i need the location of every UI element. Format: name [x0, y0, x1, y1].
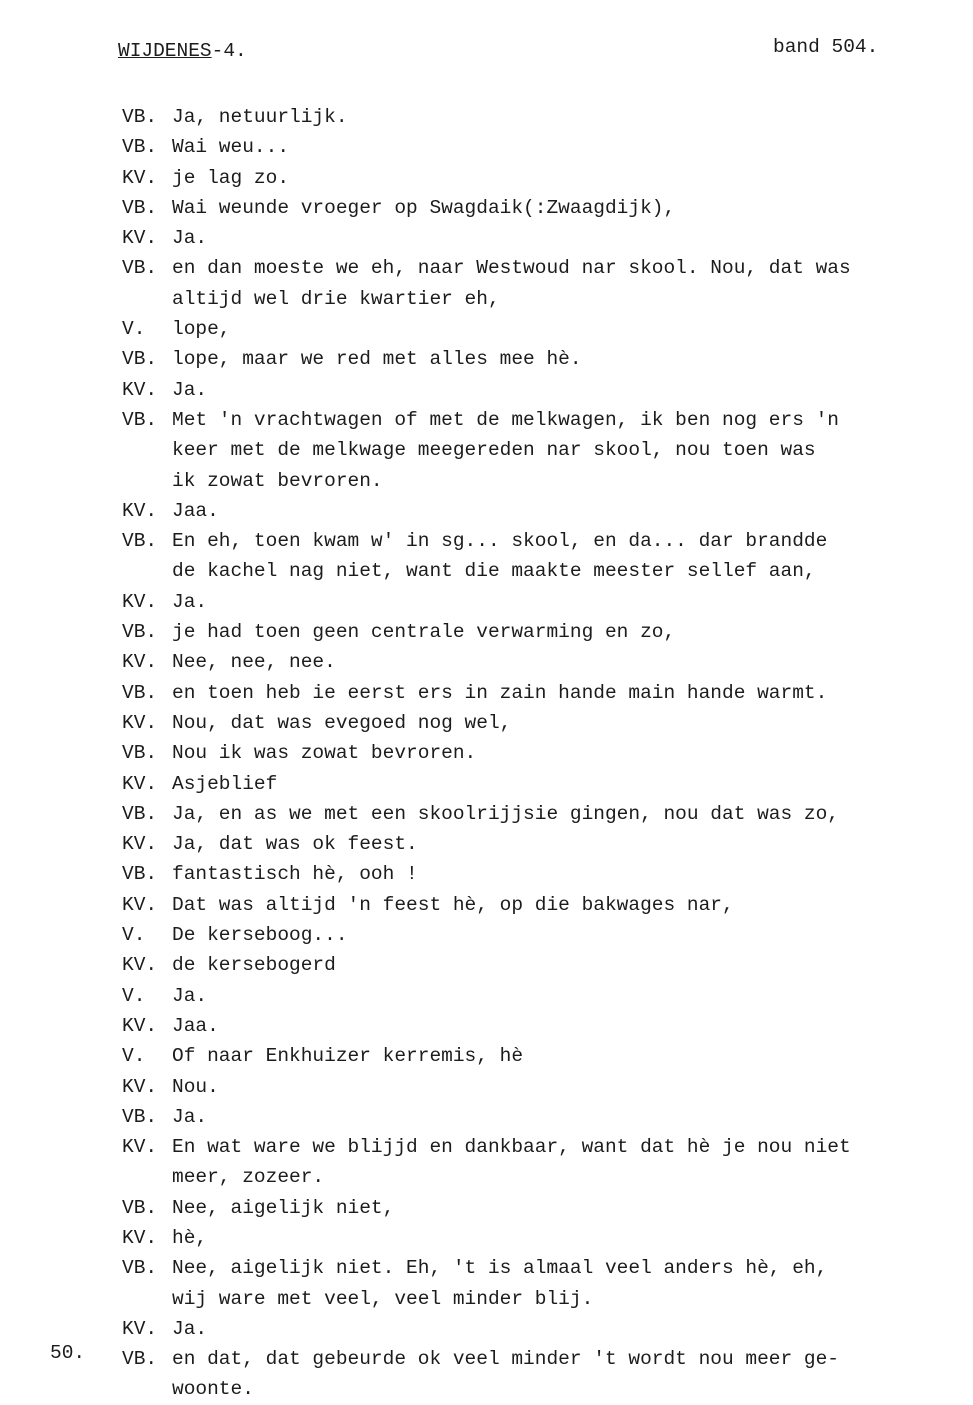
- utterance: [172, 405, 902, 496]
- transcript-turn: [122, 314, 902, 344]
- page-header-title: [118, 40, 247, 62]
- utterance: [172, 314, 902, 344]
- utterance-line: en toen heb ie eerst ers in zain hande main hande warmt.: [172, 681, 828, 704]
- utterance-line: je had toen geen centrale verwarming en zo,: [172, 621, 676, 644]
- transcript-turn: [122, 647, 902, 677]
- utterance-line: fantastisch hè, ooh !: [172, 863, 418, 886]
- utterance: [172, 375, 902, 405]
- utterance-line: en dat, dat gebeurde ok veel minder 't wordt nou meer ge-: [172, 1348, 840, 1371]
- utterance-line: En wat ware we blijjd en dankbaar, want dat hè je nou niet: [172, 1136, 851, 1159]
- utterance: [172, 102, 902, 132]
- utterance: [172, 708, 902, 738]
- utterance-line: De kerseboog...: [172, 924, 348, 947]
- speaker-label: VB.: [122, 802, 158, 825]
- transcript-turn: [122, 405, 902, 496]
- transcript-turn: [122, 920, 902, 950]
- utterance: [172, 1072, 902, 1102]
- utterance-line: keer met de melkwage meegereden nar skool, nou toen was: [172, 439, 816, 462]
- speaker-label: KV.: [122, 590, 158, 613]
- utterance-line: Jaa.: [172, 1014, 219, 1037]
- transcript-turn: [122, 829, 902, 859]
- utterance-line: je lag zo.: [172, 166, 290, 189]
- cutoff-line: woonte.: [172, 1378, 254, 1401]
- speaker-label: KV.: [122, 772, 158, 795]
- transcript-turn: [122, 769, 902, 799]
- speaker-label: V.: [122, 984, 146, 1007]
- speaker-label: VB.: [122, 257, 158, 280]
- utterance: [172, 647, 902, 677]
- utterance-line: Jaa.: [172, 499, 219, 522]
- utterance-line: En eh, toen kwam w' in sg... skool, en da... dar brandde: [172, 530, 828, 553]
- utterance-line: lope,: [172, 318, 231, 341]
- transcript-turn: [122, 223, 902, 253]
- utterance-line: lope, maar we red met alles mee hè.: [172, 348, 582, 371]
- utterance: [172, 344, 902, 374]
- utterance-line: Nou, dat was evegoed nog wel,: [172, 711, 512, 734]
- speaker-label: V.: [122, 318, 146, 341]
- utterance-line: Ja.: [172, 1317, 208, 1340]
- speaker-label: VB.: [122, 408, 158, 431]
- transcript-turn: [122, 1132, 902, 1193]
- speaker-label: VB.: [122, 196, 158, 219]
- utterance-line: de kersebogerd: [172, 954, 336, 977]
- speaker-label: KV.: [122, 1226, 158, 1249]
- speaker-label: KV.: [122, 1317, 158, 1340]
- utterance: [172, 253, 902, 314]
- utterance-line: hè,: [172, 1226, 208, 1249]
- utterance: [172, 769, 902, 799]
- utterance: [172, 1253, 902, 1314]
- transcript-turn: [122, 375, 902, 405]
- band-number: band 504.: [773, 36, 879, 58]
- speaker-label: V.: [122, 924, 146, 947]
- document-title: WIJDENES: [118, 40, 212, 62]
- utterance: [172, 193, 902, 223]
- utterance-line: meer, zozeer.: [172, 1166, 325, 1189]
- utterance: [172, 1102, 902, 1132]
- transcript-turn: [122, 1041, 902, 1071]
- speaker-label: VB.: [122, 530, 158, 553]
- utterance: [172, 587, 902, 617]
- speaker-label: VB.: [122, 681, 158, 704]
- transcript-turn: [122, 799, 902, 829]
- utterance: [172, 163, 902, 193]
- speaker-label: VB.: [122, 348, 158, 371]
- utterance: [172, 1041, 902, 1071]
- utterance-line: Ja.: [172, 1105, 208, 1128]
- utterance: [172, 223, 902, 253]
- transcript-turn: [122, 738, 902, 768]
- line-number-marker: 50.: [50, 1342, 86, 1364]
- utterance-line: wij ware met veel, veel minder blij.: [172, 1287, 594, 1310]
- transcript-turn: [122, 132, 902, 162]
- utterance-line: Of naar Enkhuizer kerremis, hè: [172, 1045, 524, 1068]
- utterance: [172, 678, 902, 708]
- transcript-turn: [122, 1344, 902, 1401]
- utterance-line: Ja.: [172, 227, 208, 250]
- transcript-turn: [122, 163, 902, 193]
- utterance: [172, 950, 902, 980]
- utterance-line: altijd wel drie kwartier eh,: [172, 287, 500, 310]
- utterance: [172, 132, 902, 162]
- speaker-label: V.: [122, 1045, 146, 1068]
- speaker-label: VB.: [122, 1196, 158, 1219]
- utterance: [172, 1223, 902, 1253]
- speaker-label: VB.: [122, 1257, 158, 1280]
- utterance: [172, 890, 902, 920]
- transcript-turn: [122, 859, 902, 889]
- utterance: [172, 1344, 902, 1401]
- speaker-label: VB.: [122, 106, 158, 128]
- transcript-turn: [122, 708, 902, 738]
- speaker-label: KV.: [122, 651, 158, 674]
- utterance-line: Nee, aigelijk niet,: [172, 1196, 395, 1219]
- utterance: [172, 799, 902, 829]
- utterance: [172, 981, 902, 1011]
- utterance-line: Nou.: [172, 1075, 219, 1098]
- utterance-line: Ja.: [172, 378, 208, 401]
- transcript-turn: [122, 678, 902, 708]
- utterance-line: Ja, netuurlijk.: [172, 106, 348, 128]
- utterance-line: Asjeblief: [172, 772, 278, 795]
- utterance: [172, 1193, 902, 1223]
- utterance: [172, 496, 902, 526]
- speaker-label: VB.: [122, 1348, 158, 1371]
- utterance-line: Met 'n vrachtwagen of met de melkwagen, ik ben nog ers 'n: [172, 408, 840, 431]
- transcript-turn: [122, 1223, 902, 1253]
- transcript-turn: [122, 1011, 902, 1041]
- transcript: [122, 102, 902, 1401]
- transcript-turn: [122, 617, 902, 647]
- utterance-line: ik zowat bevroren.: [172, 469, 383, 492]
- transcript-turn: [122, 1314, 902, 1344]
- utterance-line: Nee, aigelijk niet. Eh, 't is almaal veel anders hè, eh,: [172, 1257, 828, 1280]
- speaker-label: VB.: [122, 621, 158, 644]
- utterance: [172, 1011, 902, 1041]
- utterance-line: Wai weunde vroeger op Swagdaik(:Zwaagdijk),: [172, 196, 676, 219]
- speaker-label: KV.: [122, 833, 158, 856]
- transcript-turn: [122, 890, 902, 920]
- document-title-suffix: -4.: [211, 40, 247, 62]
- transcript-turn: [122, 496, 902, 526]
- speaker-label: KV.: [122, 378, 158, 401]
- transcript-turn: [122, 1102, 902, 1132]
- speaker-label: KV.: [122, 499, 158, 522]
- transcript-turn: [122, 344, 902, 374]
- transcript-turn: [122, 1253, 902, 1314]
- speaker-label: KV.: [122, 893, 158, 916]
- utterance: [172, 920, 902, 950]
- utterance: [172, 829, 902, 859]
- transcript-turn: [122, 102, 902, 132]
- utterance: [172, 526, 902, 587]
- utterance: [172, 1314, 902, 1344]
- transcript-turn: [122, 193, 902, 223]
- utterance-line: Ja, en as we met een skoolrijjsie gingen, nou dat was zo,: [172, 802, 840, 825]
- speaker-label: VB.: [122, 1105, 158, 1128]
- speaker-label: KV.: [122, 1014, 158, 1037]
- utterance: [172, 617, 902, 647]
- transcript-turn: [122, 253, 902, 314]
- speaker-label: VB.: [122, 863, 158, 886]
- utterance-line: Ja.: [172, 984, 208, 1007]
- utterance-line: en dan moeste we eh, naar Westwoud nar skool. Nou, dat was: [172, 257, 851, 280]
- speaker-label: KV.: [122, 954, 158, 977]
- transcript-turn: [122, 1072, 902, 1102]
- transcript-turn: [122, 981, 902, 1011]
- speaker-label: VB.: [122, 742, 158, 765]
- speaker-label: KV.: [122, 1136, 158, 1159]
- speaker-label: KV.: [122, 227, 158, 250]
- utterance-line: Nou ik was zowat bevroren.: [172, 742, 477, 765]
- utterance: [172, 738, 902, 768]
- speaker-label: VB.: [122, 136, 158, 159]
- utterance: [172, 859, 902, 889]
- transcript-turn: [122, 950, 902, 980]
- utterance-line: Nee, nee, nee.: [172, 651, 336, 674]
- utterance: [172, 1132, 902, 1193]
- speaker-label: KV.: [122, 1075, 158, 1098]
- speaker-label: KV.: [122, 711, 158, 734]
- transcript-turn: [122, 526, 902, 587]
- utterance-line: de kachel nag niet, want die maakte meester sellef aan,: [172, 560, 816, 583]
- transcript-turn: [122, 1193, 902, 1223]
- utterance-line: Dat was altijd 'n feest hè, op die bakwages nar,: [172, 893, 734, 916]
- utterance-line: Ja, dat was ok feest.: [172, 833, 418, 856]
- utterance-line: Wai weu...: [172, 136, 290, 159]
- transcript-turn: [122, 587, 902, 617]
- utterance-line: Ja.: [172, 590, 208, 613]
- speaker-label: KV.: [122, 166, 158, 189]
